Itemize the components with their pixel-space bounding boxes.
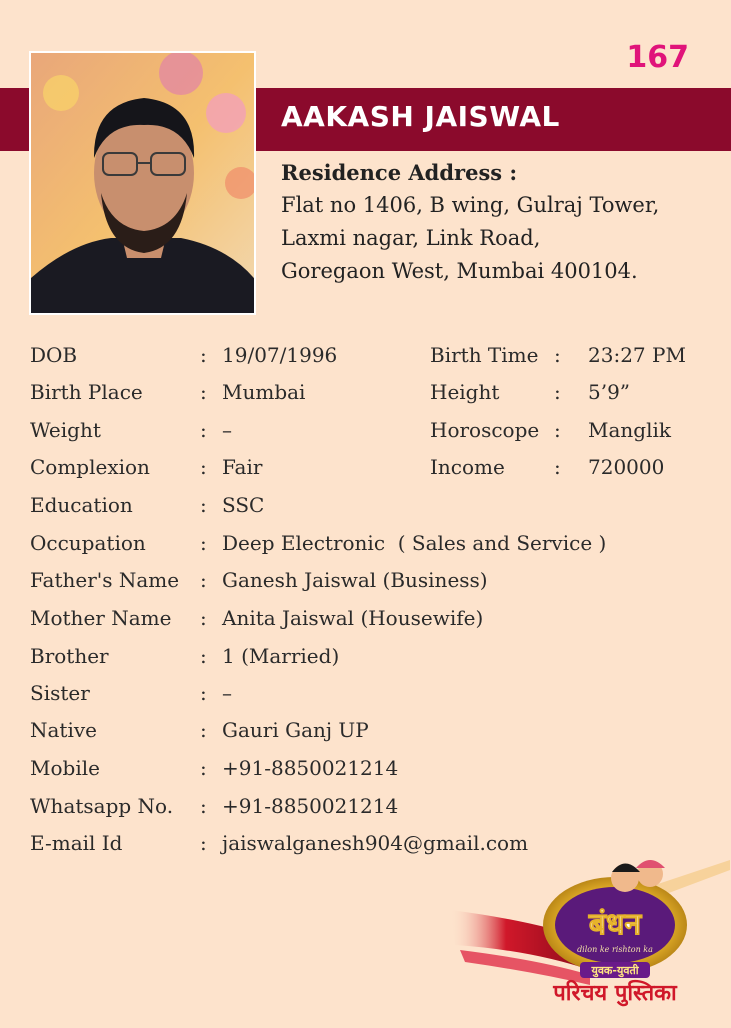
detail-separator: : — [200, 756, 207, 780]
detail-value: 720000 — [588, 455, 665, 479]
logo-subtitle: परिचय पुस्तिका — [553, 981, 677, 1006]
detail-label: Complexion — [30, 455, 150, 479]
detail-separator: : — [554, 380, 561, 404]
page-number: 167 — [626, 40, 689, 75]
detail-label: E-mail Id — [30, 831, 123, 855]
detail-value: SSC — [222, 493, 265, 517]
bandhan-logo-icon — [440, 850, 731, 1024]
detail-label: Birth Time — [430, 343, 539, 367]
detail-value: Fair — [222, 455, 263, 479]
detail-separator: : — [554, 343, 561, 367]
detail-separator: : — [554, 418, 561, 442]
profile-photo — [29, 51, 256, 315]
detail-label: Birth Place — [30, 380, 143, 404]
detail-separator: : — [200, 718, 207, 742]
detail-value: Ganesh Jaiswal (Business) — [222, 568, 488, 592]
residence-address — [281, 160, 711, 288]
detail-value: Gauri Ganj UP — [222, 718, 369, 742]
detail-label: Native — [30, 718, 97, 742]
detail-label: Horoscope — [430, 418, 540, 442]
detail-separator: : — [200, 681, 207, 705]
detail-label: Income — [430, 455, 505, 479]
detail-separator: : — [200, 831, 207, 855]
detail-value: Manglik — [588, 418, 671, 442]
detail-value: 5’9” — [588, 380, 631, 404]
detail-value: jaiswalganesh904@gmail.com — [222, 831, 529, 855]
logo-subtitle-top: युवक-युवती — [591, 964, 639, 977]
detail-label: Occupation — [30, 531, 146, 555]
logo-tagline: dilon ke rishton ka — [577, 945, 653, 954]
detail-separator: : — [200, 418, 207, 442]
address-heading: Residence Address : — [281, 160, 518, 185]
detail-separator: : — [200, 794, 207, 818]
detail-separator: : — [200, 493, 207, 517]
address-line: Laxmi nagar, Link Road, — [281, 226, 541, 250]
detail-separator: : — [554, 455, 561, 479]
detail-value: +91-8850021214 — [222, 756, 399, 780]
detail-value: – — [222, 418, 232, 442]
detail-value: 1 (Married) — [222, 644, 340, 668]
detail-label: Education — [30, 493, 133, 517]
detail-separator: : — [200, 531, 207, 555]
detail-label: Father's Name — [30, 568, 180, 592]
detail-separator: : — [200, 455, 207, 479]
detail-label: Brother — [30, 644, 109, 668]
candidate-name: AAKASH JAISWAL — [281, 100, 560, 133]
address-line: Goregaon West, Mumbai 400104. — [281, 259, 638, 283]
bandhan-logo — [440, 850, 731, 1024]
detail-value: 19/07/1996 — [222, 343, 338, 367]
detail-separator: : — [200, 568, 207, 592]
detail-label: DOB — [30, 343, 78, 367]
detail-label: Weight — [30, 418, 101, 442]
person-photo-icon — [31, 53, 256, 315]
detail-separator: : — [200, 644, 207, 668]
detail-value: Mumbai — [222, 380, 306, 404]
detail-separator: : — [200, 380, 207, 404]
detail-label: Whatsapp No. — [30, 794, 174, 818]
detail-separator: : — [200, 343, 207, 367]
address-line: Flat no 1406, B wing, Gulraj Tower, — [281, 193, 660, 217]
detail-value: +91-8850021214 — [222, 794, 399, 818]
detail-value: Anita Jaiswal (Housewife) — [222, 606, 484, 630]
detail-value: Deep Electronic ( Sales and Service ) — [222, 531, 607, 555]
logo-title: बंधन — [588, 907, 642, 942]
detail-label: Height — [430, 380, 500, 404]
detail-value: 23:27 PM — [588, 343, 686, 367]
detail-label: Mobile — [30, 756, 100, 780]
detail-value: – — [222, 681, 232, 705]
detail-label: Sister — [30, 681, 90, 705]
detail-separator: : — [200, 606, 207, 630]
detail-label: Mother Name — [30, 606, 172, 630]
